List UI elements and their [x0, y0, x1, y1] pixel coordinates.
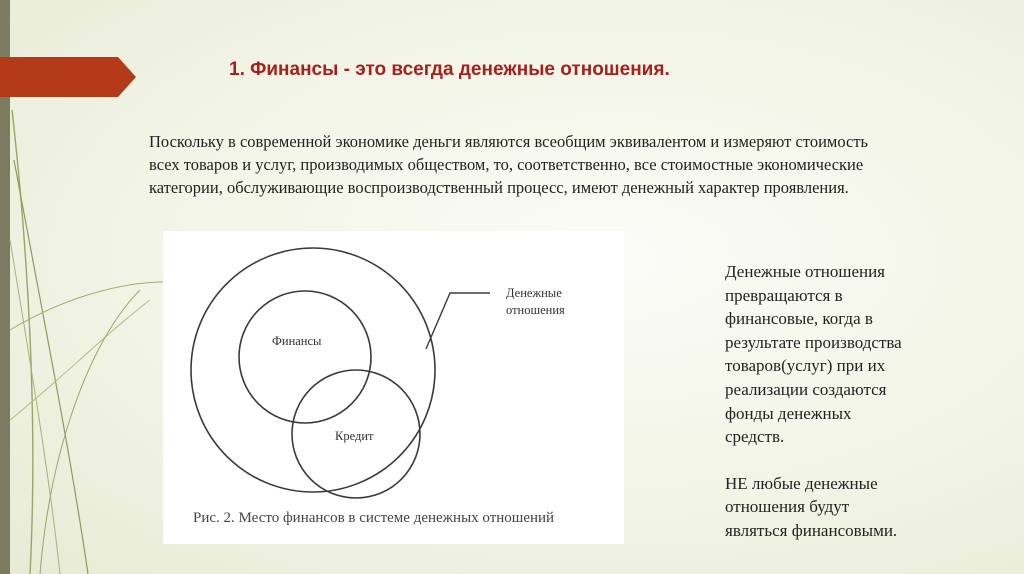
- money-relations-pointer: [426, 293, 490, 349]
- label-money-relations-2: отношения: [506, 303, 565, 317]
- side-line: являться финансовыми.: [725, 520, 898, 540]
- figure-caption: Рис. 2. Место финансов в системе денежных отношений: [193, 510, 555, 526]
- side-line: Денежные отношения: [725, 262, 886, 281]
- side-text: [725, 260, 975, 543]
- intro-line: всех товаров и услуг, производимых обществом, то, соответственно, все стоимостные экономические: [149, 155, 864, 174]
- side-line: результате производства: [725, 332, 902, 352]
- side-line: товаров(услуг) при их: [725, 356, 886, 376]
- intro-paragraph: [149, 130, 1019, 199]
- side-line: средств.: [725, 427, 785, 447]
- finance-circle: [239, 291, 371, 423]
- label-finance: Финансы: [272, 334, 322, 348]
- label-credit: Кредит: [335, 429, 374, 443]
- venn-diagram: [163, 231, 624, 544]
- intro-line: категории, обслуживающие воспроизводственный процесс, имеют денежный характер проявления.: [149, 178, 849, 197]
- title-accent-tab: [0, 57, 136, 97]
- slide-title: 1. Финансы - это всегда денежные отношения.: [229, 59, 670, 80]
- side-line: НЕ любые денежные: [725, 473, 878, 493]
- side-line: превращаются в: [725, 285, 843, 305]
- side-line: отношения будут: [725, 497, 850, 517]
- label-money-relations-1: Денежные: [506, 286, 562, 300]
- side-line: фонды денежных: [725, 403, 852, 423]
- side-line: финансовые, когда в: [725, 309, 873, 329]
- side-line: реализации создаются: [725, 379, 887, 399]
- money-relations-circle: [191, 248, 435, 492]
- venn-diagram-figure: [163, 231, 624, 544]
- intro-line: Поскольку в современной экономике деньги являются всеобщим эквивалентом и измеряют стоимость: [149, 132, 869, 151]
